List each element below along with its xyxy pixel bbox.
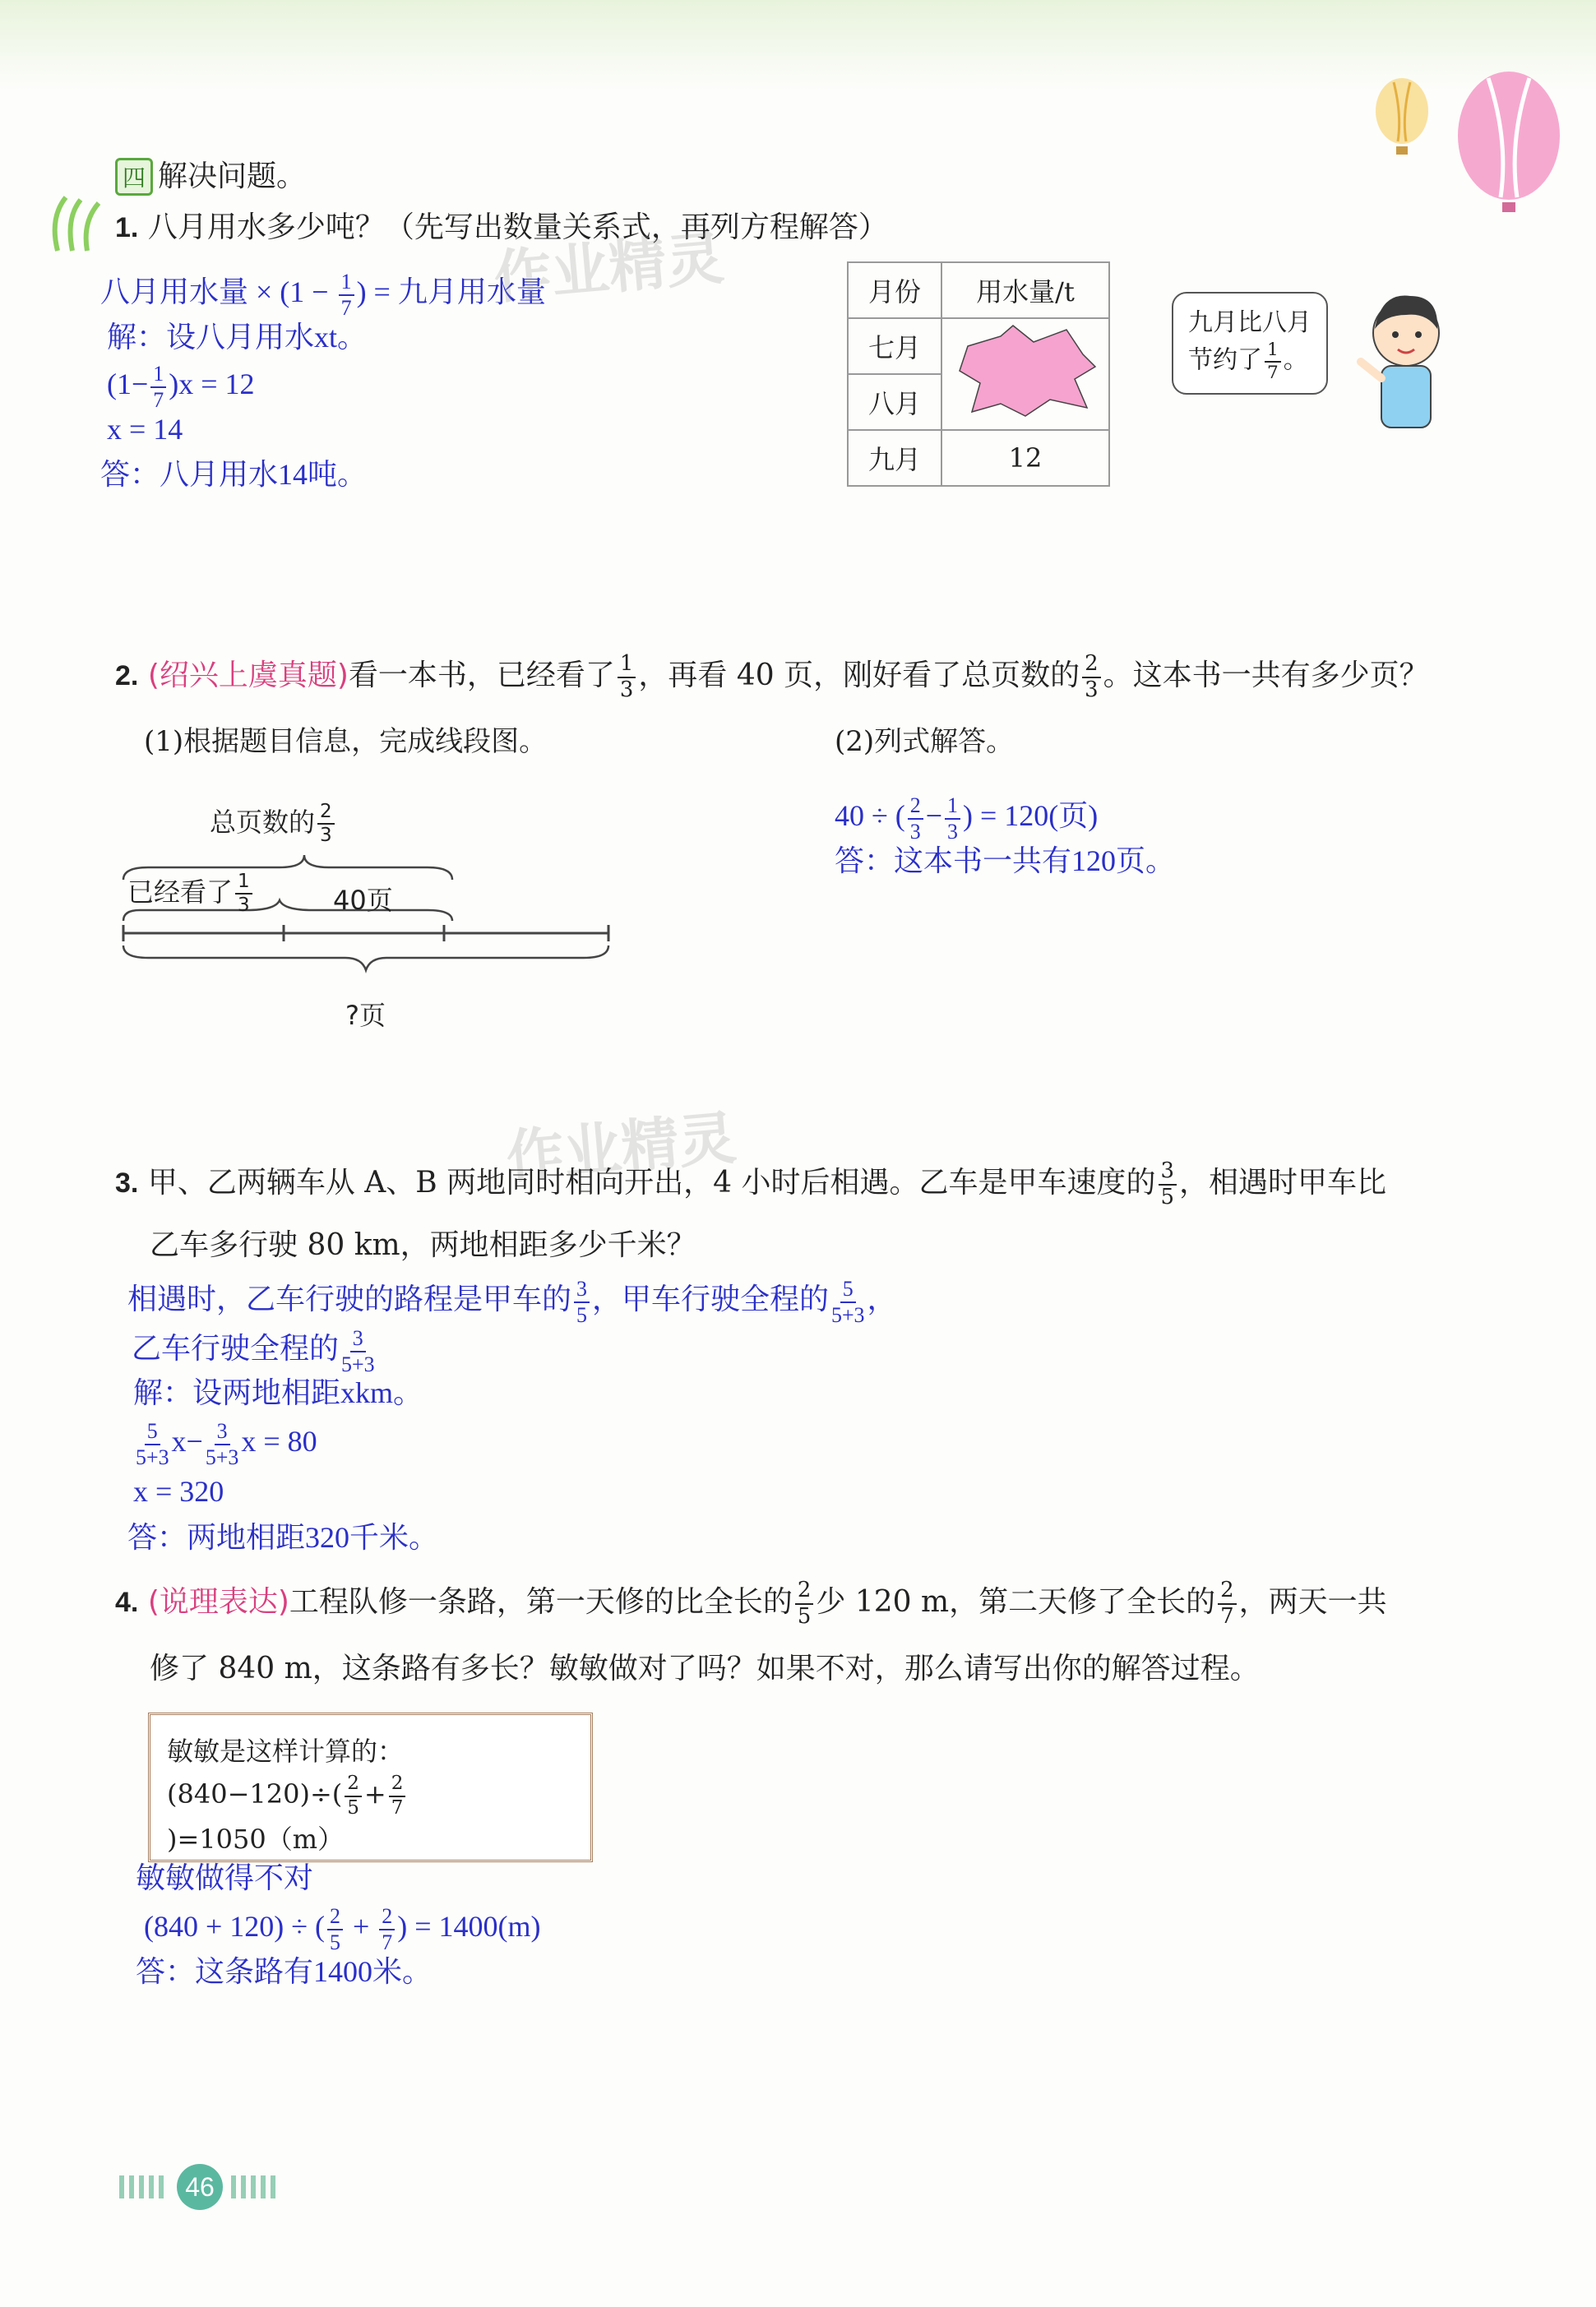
question-text: 。这本书一共有多少页？ <box>1103 658 1429 692</box>
question-text: 工程队修一条路，第一天修的比全长的 <box>289 1584 793 1619</box>
denominator: 5+3 <box>830 1302 865 1327</box>
denominator: 5 <box>347 1796 359 1819</box>
question-4 <box>115 1580 1387 1628</box>
diagram-label-top <box>210 802 337 845</box>
table-cell: 八月 <box>848 374 941 430</box>
watermark: 作业精灵 <box>491 224 727 312</box>
bubble-text: 九月比八月 <box>1188 308 1311 337</box>
table-row <box>848 430 1109 486</box>
answer-text: ) = 九月用水量 <box>356 275 546 309</box>
numerator: 2 <box>389 1774 406 1796</box>
box-text: 敏敏是这样计算的： <box>167 1736 405 1767</box>
bubble-text <box>1188 341 1311 381</box>
diagram-label-read <box>127 871 255 915</box>
q4-answer-line-1: 敏敏做得不对 <box>136 1861 314 1894</box>
q3-answer-line-3: 解：设两地相距xkm。 <box>133 1376 423 1409</box>
numerator: 3 <box>350 1328 366 1352</box>
diagram-label-total: ?页 <box>345 1000 386 1031</box>
q2-subquestion-2: (2)列式解答。 <box>835 725 1015 758</box>
numerator: 2 <box>908 795 923 820</box>
fraction <box>1265 341 1281 381</box>
diagram-text: 已经看了 <box>127 876 234 908</box>
denominator: 7 <box>340 295 352 320</box>
denominator: 7 <box>1267 362 1279 383</box>
hidden-value-blob <box>941 318 1109 430</box>
answer-text: ) = 1400(m) <box>397 1910 541 1944</box>
q2-subquestion-1: (1)根据题目信息，完成线段图。 <box>144 725 548 758</box>
question-number: 2. <box>115 659 139 691</box>
numerator: 2 <box>327 1906 343 1930</box>
question-text: ，相遇时甲车比 <box>1179 1165 1387 1200</box>
denominator: 5 <box>1160 1184 1174 1209</box>
numerator: 3 <box>574 1278 590 1303</box>
numerator: 5 <box>145 1421 160 1445</box>
q1-answer-line-4: x = 14 <box>107 413 183 446</box>
q4-answer-line-3: 答：这条路有1400米。 <box>136 1955 433 1988</box>
fraction <box>795 1580 813 1628</box>
decorative-dots <box>119 2175 169 2198</box>
numerator: 1 <box>235 872 252 895</box>
numerator: 3 <box>1159 1161 1177 1186</box>
box-text: (840−120)÷( <box>167 1778 343 1810</box>
page-number-badge <box>119 2164 280 2210</box>
page-number: 46 <box>177 2164 223 2210</box>
q3-answer-line-4 <box>133 1421 317 1468</box>
numerator: 1 <box>339 271 354 296</box>
denominator: 3 <box>238 895 250 916</box>
numerator: 3 <box>215 1421 230 1445</box>
answer-text: 八月用水量 × (1 − <box>100 275 336 309</box>
numerator: 1 <box>618 654 636 678</box>
answer-text: x− <box>171 1425 203 1459</box>
q1-answer-line-1 <box>100 271 546 319</box>
numerator: 2 <box>317 802 335 825</box>
fraction <box>831 1278 865 1326</box>
question-3 <box>115 1158 1387 1209</box>
box-text: )=1050（m） <box>167 1823 345 1855</box>
question-3-line-2: 乙车多行驶 80 km，两地相距多少千米？ <box>150 1228 696 1262</box>
fraction <box>1082 651 1100 702</box>
q2-answer-line-1 <box>835 795 1098 843</box>
denominator: 3 <box>947 819 958 844</box>
line-segment-diagram <box>115 793 625 1040</box>
answer-text: + <box>345 1910 377 1944</box>
box-text: + <box>363 1778 386 1810</box>
answer-text: (1− <box>107 368 149 401</box>
fraction <box>389 1774 406 1817</box>
q1-answer-line-5: 答：八月用水14吨。 <box>100 458 368 491</box>
question-number: 4. <box>115 1586 139 1618</box>
numerator: 1 <box>150 363 166 388</box>
speech-bubble <box>1172 292 1328 395</box>
question-4-line-2: 修了 840 m，这条路有多长？敏敏做对了吗？如果不对，那么请写出你的解答过程。 <box>150 1652 1260 1685</box>
section-heading <box>115 158 306 196</box>
question-text: 甲、乙两辆车从 A、B 两地同时相向开出，4 小时后相遇。乙车是甲车速度的 <box>147 1165 1156 1200</box>
fraction <box>327 1906 343 1953</box>
fraction <box>150 363 166 411</box>
fraction <box>618 651 636 702</box>
question-text: ，两天一共 <box>1238 1584 1387 1619</box>
table-header: 月份 <box>848 262 941 318</box>
answer-text: ) = 120(页) <box>962 799 1099 833</box>
box-formula <box>167 1773 574 1861</box>
fraction <box>379 1906 395 1953</box>
fraction <box>317 802 335 845</box>
q1-answer-line-2: 解：设八月用水xt。 <box>107 321 368 354</box>
fraction <box>908 795 923 843</box>
question-text: 八月用水多少吨？（先写出数量关系式，再列方程解答） <box>147 210 888 244</box>
denominator: 7 <box>391 1796 404 1819</box>
fraction <box>206 1421 239 1468</box>
fraction <box>341 1328 375 1375</box>
section-number-icon: 四 <box>115 158 153 196</box>
answer-text: x = 80 <box>241 1425 317 1459</box>
fraction <box>136 1421 169 1468</box>
pink-blob-shape <box>951 321 1099 420</box>
denominator: 5+3 <box>205 1445 239 1469</box>
answer-text: − <box>925 799 943 833</box>
q1-answer-line-3 <box>107 363 255 411</box>
q4-answer-line-2 <box>144 1906 541 1953</box>
denominator: 3 <box>320 825 332 846</box>
answer-text: 40 ÷ ( <box>835 799 905 833</box>
q2-answer-line-2: 答：这本书一共有120页。 <box>835 844 1176 877</box>
numerator: 2 <box>795 1580 813 1605</box>
table-cell: 七月 <box>848 318 941 374</box>
section-title: 解决问题。 <box>158 160 307 193</box>
denominator: 7 <box>1220 1603 1234 1629</box>
q3-answer-line-2 <box>132 1328 377 1375</box>
fraction <box>1159 1158 1177 1209</box>
answer-text: ，甲车行驶全程的 <box>591 1283 829 1316</box>
fraction <box>945 795 960 843</box>
source-tag: (绍兴上虞真题) <box>147 658 349 692</box>
fraction <box>345 1774 362 1817</box>
q3-answer-line-1 <box>127 1278 897 1326</box>
boy-illustration <box>1357 284 1455 440</box>
numerator: 1 <box>945 795 960 820</box>
denominator: 5 <box>576 1302 587 1327</box>
source-tag: (说理表达) <box>147 1584 289 1619</box>
denominator: 5+3 <box>136 1445 169 1469</box>
table-header: 用水量/t <box>941 262 1109 318</box>
denominator: 3 <box>909 819 921 844</box>
fraction <box>1218 1580 1236 1628</box>
numerator: 1 <box>1265 341 1281 363</box>
fraction <box>235 872 252 915</box>
bubble-text-part: 节约了 <box>1188 345 1262 375</box>
numerator: 5 <box>840 1278 856 1303</box>
denominator: 3 <box>619 677 634 702</box>
answer-text: 相遇时，乙车行驶的路程是甲车的 <box>127 1283 572 1316</box>
diagram-text: 总页数的 <box>210 807 316 838</box>
numerator: 2 <box>1218 1580 1236 1605</box>
denominator: 5+3 <box>341 1352 375 1376</box>
q3-answer-line-6: 答：两地相距320千米。 <box>127 1521 439 1554</box>
fraction <box>339 271 354 319</box>
numerator: 2 <box>345 1774 362 1796</box>
answer-text: ， <box>867 1283 897 1316</box>
table-row <box>848 318 1109 374</box>
question-text: 少 120 m，第二天修了全长的 <box>816 1584 1216 1619</box>
table-cell: 九月 <box>848 430 941 486</box>
diagram-label-40: 40页 <box>333 885 393 916</box>
decorative-dots <box>231 2175 280 2198</box>
minmin-calculation-box <box>148 1713 593 1862</box>
bubble-text-part: 。 <box>1283 345 1308 375</box>
question-text: ，再看 40 页，刚好看了总页数的 <box>638 658 1080 692</box>
denominator: 5 <box>330 1930 340 1954</box>
water-usage-table <box>847 261 1110 487</box>
denominator: 7 <box>153 387 164 412</box>
q3-answer-line-5: x = 320 <box>133 1475 224 1508</box>
table-cell: 12 <box>941 430 1109 486</box>
denominator: 5 <box>797 1603 812 1629</box>
answer-text: 乙车行驶全程的 <box>132 1332 340 1366</box>
question-number: 1. <box>115 212 139 243</box>
balloon-illustration <box>1357 66 1571 214</box>
question-text: 看一本书，已经看了 <box>348 658 615 692</box>
fraction <box>574 1278 590 1326</box>
denominator: 7 <box>382 1930 393 1954</box>
denominator: 3 <box>1085 677 1099 702</box>
leaf-icon <box>49 193 107 259</box>
answer-text: (840 + 120) ÷ ( <box>144 1910 326 1944</box>
numerator: 2 <box>1082 654 1100 678</box>
answer-text: )x = 12 <box>169 368 255 401</box>
numerator: 2 <box>379 1906 395 1930</box>
table-row <box>848 262 1109 318</box>
question-number: 3. <box>115 1167 139 1199</box>
watermark: 作业精灵 <box>503 1103 739 1192</box>
question-2 <box>115 651 1429 702</box>
